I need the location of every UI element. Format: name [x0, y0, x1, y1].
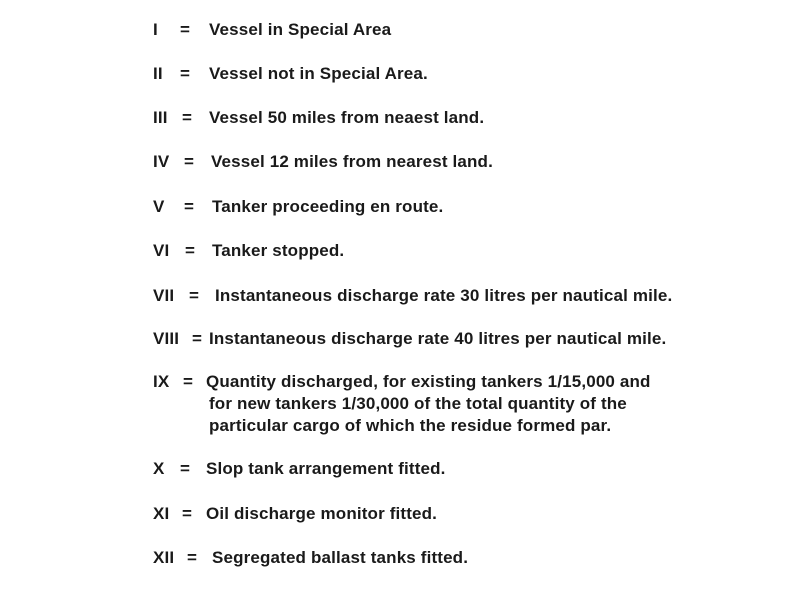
entry-numeral: VIII [153, 329, 180, 348]
entry-description [212, 547, 468, 569]
entry-description [211, 151, 493, 173]
description-line: Oil discharge monitor fitted. [206, 504, 438, 523]
equals-sign: = [185, 241, 196, 260]
description-line: Vessel 12 miles from nearest land. [211, 152, 493, 171]
equals-sign: = [184, 197, 195, 216]
entry-description [206, 371, 651, 437]
description-line: Instantaneous discharge rate 40 litres per nautical mile. [209, 329, 667, 348]
entry-description [209, 19, 391, 41]
description-line: Vessel 50 miles from neaest land. [209, 108, 485, 127]
description-line: Segregated ballast tanks fitted. [212, 548, 469, 567]
entry-numeral: VII [153, 286, 175, 305]
entry-numeral: IX [153, 372, 170, 391]
entry-numeral: III [153, 108, 168, 127]
equals-sign: = [187, 548, 198, 567]
entry-description [212, 196, 443, 218]
entry-description [209, 107, 484, 129]
entry-numeral: IV [153, 152, 170, 171]
equals-sign: = [183, 372, 194, 391]
description-line: Vessel in Special Area [209, 20, 392, 39]
entry-description [206, 458, 446, 480]
equals-sign: = [180, 459, 191, 478]
entry-description [209, 63, 428, 85]
equals-sign: = [182, 108, 193, 127]
entry-numeral: XII [153, 548, 175, 567]
entry-description [212, 240, 344, 262]
description-line: Vessel not in Special Area. [209, 64, 428, 83]
equals-sign: = [192, 329, 203, 348]
description-line: Quantity discharged, for existing tankers 1/15,000 and [206, 372, 651, 391]
entry-numeral: X [153, 459, 165, 478]
description-line: Tanker proceeding en route. [212, 197, 444, 216]
equals-sign: = [184, 152, 195, 171]
entry-numeral: V [153, 197, 165, 216]
equals-sign: = [189, 286, 200, 305]
description-line: Tanker stopped. [212, 241, 345, 260]
entry-numeral: II [153, 64, 163, 83]
entry-description [209, 328, 666, 350]
entry-description [215, 285, 672, 307]
entry-numeral: VI [153, 241, 170, 260]
equals-sign: = [182, 504, 193, 523]
description-line: for new tankers 1/30,000 of the total quantity of the [209, 394, 627, 413]
equals-sign: = [180, 20, 191, 39]
entry-description [206, 503, 437, 525]
description-line: Instantaneous discharge rate 30 litres per nautical mile. [215, 286, 673, 305]
entry-numeral: XI [153, 504, 170, 523]
entry-numeral: I [153, 20, 158, 39]
equals-sign: = [180, 64, 191, 83]
description-line: Slop tank arrangement fitted. [206, 459, 446, 478]
description-line: particular cargo of which the residue formed par. [209, 416, 612, 435]
